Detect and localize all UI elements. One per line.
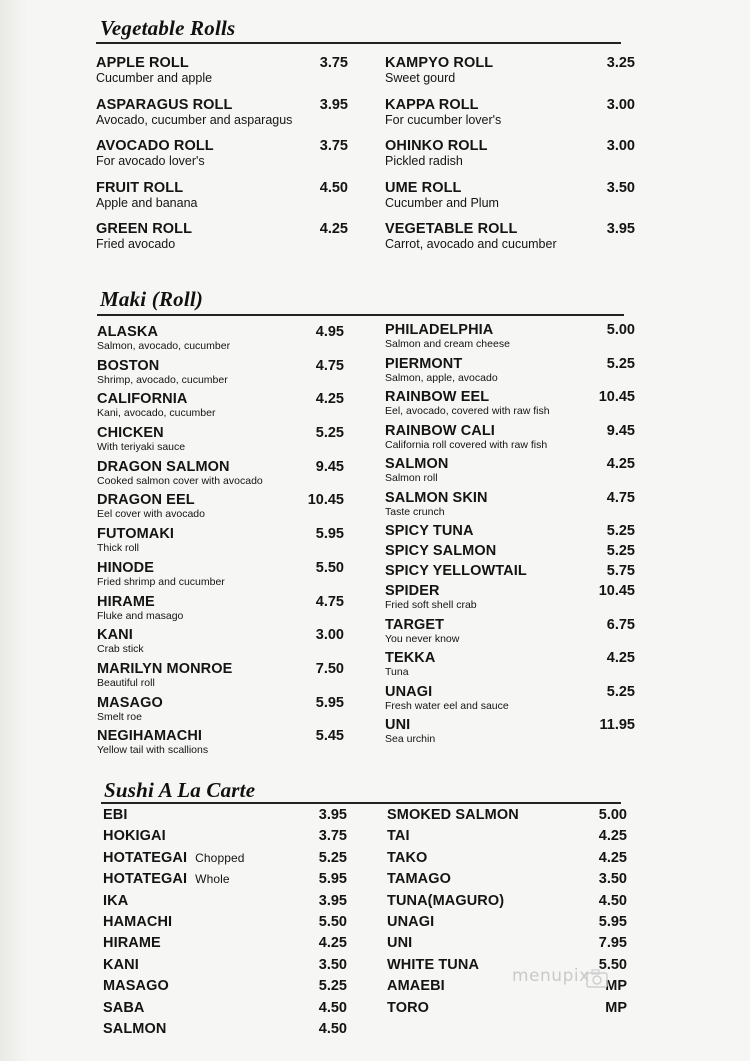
- item-price: 3.75: [318, 828, 347, 845]
- menu-item-marilyn-monroe: [97, 661, 347, 695]
- item-description: You never know: [385, 632, 460, 645]
- item-name: SALMON SKIN: [385, 489, 488, 506]
- menu-item-rainbow-cali: [385, 423, 635, 457]
- item-price: 5.25: [606, 543, 635, 559]
- item-price: 4.50: [318, 1020, 347, 1037]
- sushi-item-tai: [387, 827, 630, 848]
- item-price: 5.25: [318, 978, 347, 995]
- menu-item-avocado-roll: [96, 138, 348, 180]
- item-name: HOTATEGAI: [103, 849, 188, 866]
- item-name: DRAGON EEL: [97, 492, 195, 509]
- item-price: 3.75: [319, 138, 348, 154]
- item-name: PHILADELPHIA: [385, 322, 494, 338]
- menu-item-kani: [97, 627, 347, 661]
- item-price: 5.50: [598, 956, 627, 973]
- item-name: TAMAGO: [387, 871, 451, 888]
- item-name: EBI: [103, 807, 128, 823]
- item-price: 4.25: [598, 828, 627, 845]
- item-price: 11.95: [599, 717, 635, 733]
- item-description: Cucumber and Plum: [385, 195, 499, 210]
- section-rule-maki: [97, 314, 624, 316]
- item-name-wrap: [103, 806, 349, 824]
- item-name: UNI: [385, 717, 411, 733]
- item-name-wrap: [387, 870, 630, 888]
- menu-item-ohinko-roll: [385, 138, 637, 180]
- item-name-wrap: [103, 849, 349, 867]
- item-description: Fresh water eel and sauce: [385, 699, 509, 712]
- item-description: Carrot, avocado and cucumber: [385, 237, 557, 251]
- sushi-item-ebi: [103, 806, 349, 827]
- item-description: For avocado lover's: [96, 154, 205, 168]
- item-price: 10.45: [598, 583, 635, 599]
- item-name: HOKIGAI: [103, 828, 166, 845]
- item-name: AMAEBI: [387, 978, 445, 995]
- item-name: HOTATEGAI: [103, 871, 188, 888]
- item-name: GREEN ROLL: [96, 221, 193, 237]
- item-price: 5.95: [598, 913, 627, 930]
- item-description: Beautiful roll: [97, 676, 155, 689]
- item-price: 5.25: [318, 849, 347, 866]
- sushi-item-tako: [387, 849, 630, 870]
- item-name: TAKO: [387, 849, 428, 866]
- item-price: 5.00: [598, 807, 627, 823]
- item-description: With teriyaki sauce: [97, 441, 186, 454]
- item-name-wrap: [387, 892, 630, 910]
- item-price: 4.25: [606, 650, 635, 666]
- item-name-wrap: [387, 999, 630, 1017]
- item-name: KAMPYO ROLL: [385, 55, 494, 71]
- item-price: 5.25: [606, 355, 635, 372]
- item-name: KANI: [103, 956, 139, 973]
- item-note: Whole: [195, 872, 230, 887]
- item-description: Shrimp, avocado, cucumber: [97, 373, 228, 386]
- item-description: Tuna: [385, 666, 409, 678]
- item-price: 4.75: [606, 489, 635, 506]
- sushi-item-saba: [103, 999, 349, 1020]
- menu-item-apple-roll: [96, 55, 348, 97]
- sushi-item-tamago: [387, 870, 630, 891]
- menu-item-salmon: [385, 456, 635, 490]
- item-name: UNI: [387, 935, 413, 952]
- item-price: 7.50: [315, 660, 344, 677]
- item-name-wrap: [103, 892, 349, 910]
- item-price: 3.95: [318, 807, 347, 823]
- item-price: 4.25: [606, 456, 635, 472]
- item-description: Salmon roll: [385, 472, 438, 484]
- item-price: 3.95: [606, 221, 635, 237]
- sushi-item-unagi: [387, 913, 630, 934]
- menu-item-chicken: [97, 425, 347, 459]
- item-name-wrap: [103, 1020, 349, 1038]
- item-name: MASAGO: [103, 978, 169, 995]
- menu-item-futomaki: [97, 526, 347, 560]
- maki-left-column: [97, 324, 347, 762]
- section-title-vegetable-rolls: Vegetable Rolls: [100, 16, 236, 40]
- item-price: 5.25: [606, 523, 635, 539]
- item-name: NEGIHAMACHI: [97, 728, 203, 745]
- item-price: 3.50: [318, 956, 347, 973]
- item-name-wrap: [387, 827, 630, 845]
- item-price: 3.25: [606, 55, 635, 71]
- item-name: CALIFORNIA: [97, 391, 188, 408]
- menu-item-spicy-tuna: [385, 523, 635, 543]
- menu-item-spicy-salmon: [385, 543, 635, 563]
- item-price: 3.75: [319, 55, 348, 71]
- item-name: SABA: [103, 999, 145, 1016]
- item-description: Fried soft shell crab: [385, 599, 477, 611]
- item-description: Yellow tail with scallions: [97, 744, 209, 757]
- item-description: Fried shrimp and cucumber: [97, 575, 225, 588]
- item-price: 7.95: [598, 935, 627, 952]
- sushi-item-kani: [103, 956, 349, 977]
- sushi-item-hotategai-whole: [103, 870, 349, 891]
- menu-item-spicy-yellowtail: [385, 563, 635, 583]
- menu-item-tekka: [385, 650, 635, 684]
- item-price: 4.50: [319, 179, 348, 196]
- item-description: Apple and banana: [96, 195, 198, 210]
- section-rule-sushi: [101, 802, 621, 804]
- item-name-wrap: [387, 934, 630, 952]
- item-price: 3.00: [315, 627, 344, 644]
- item-price: 4.75: [315, 593, 344, 610]
- item-name: FRUIT ROLL: [96, 179, 184, 196]
- item-description: Fried avocado: [96, 237, 176, 251]
- item-name: KANI: [97, 627, 133, 644]
- item-name: HIRAME: [97, 593, 155, 610]
- item-name: ASPARAGUS ROLL: [96, 96, 233, 113]
- sushi-item-hirame: [103, 934, 349, 955]
- menu-item-spider: [385, 583, 635, 617]
- item-name: SPICY YELLOWTAIL: [385, 563, 527, 579]
- item-price: 10.45: [307, 492, 344, 509]
- item-name: APPLE ROLL: [96, 55, 189, 71]
- item-name: RAINBOW CALI: [385, 422, 495, 439]
- item-name: TUNA(MAGURO): [387, 892, 505, 909]
- menu-item-hirame: [97, 594, 347, 628]
- menu-item-kappa-roll: [385, 97, 637, 139]
- item-name: FUTOMAKI: [97, 526, 175, 543]
- item-name: SPIDER: [385, 583, 440, 599]
- item-name: HIRAME: [103, 935, 161, 952]
- item-name-wrap: [387, 913, 630, 931]
- item-price: 4.75: [315, 357, 344, 374]
- menu-item-rainbow-eel: [385, 389, 635, 423]
- maki-right-column: [385, 322, 635, 751]
- item-price: MP: [605, 999, 627, 1016]
- item-name: SALMON: [385, 456, 449, 472]
- camera-icon: [586, 968, 608, 988]
- item-price: 3.00: [606, 138, 635, 154]
- item-description: Eel cover with avocado: [97, 508, 205, 521]
- item-description: Crab stick: [97, 643, 144, 656]
- item-name-wrap: [103, 913, 349, 931]
- item-name: BOSTON: [97, 357, 160, 374]
- menu-item-philadelphia: [385, 322, 635, 356]
- item-price: 5.95: [315, 694, 344, 711]
- item-name-wrap: [387, 849, 630, 867]
- section-rule-vegetable: [96, 42, 621, 44]
- item-name-wrap: [103, 827, 349, 845]
- item-price: 5.95: [318, 871, 347, 888]
- item-name-wrap: [387, 806, 630, 824]
- menu-item-masago: [97, 695, 347, 729]
- item-name: UME ROLL: [385, 179, 462, 196]
- item-name: SMOKED SALMON: [387, 807, 519, 823]
- item-description: Thick roll: [97, 542, 140, 555]
- menu-item-kampyo-roll: [385, 55, 637, 97]
- item-price: 4.50: [318, 999, 347, 1016]
- item-description: Avocado, cucumber and asparagus: [96, 112, 293, 127]
- item-price: 3.00: [606, 96, 635, 113]
- item-price: 3.50: [606, 179, 635, 196]
- item-name: SPICY SALMON: [385, 543, 497, 559]
- menu-item-unagi: [385, 684, 635, 718]
- item-price: 5.00: [606, 322, 635, 338]
- item-name: AVOCADO ROLL: [96, 138, 214, 154]
- item-name: HINODE: [97, 559, 154, 576]
- item-price: 4.25: [319, 221, 348, 237]
- item-name-wrap: [103, 870, 349, 888]
- sushi-item-ika: [103, 892, 349, 913]
- item-description: Pickled radish: [385, 154, 463, 168]
- item-name: VEGETABLE ROLL: [385, 221, 518, 237]
- item-name: TORO: [387, 999, 430, 1016]
- item-price: 5.50: [318, 913, 347, 930]
- menu-item-target: [385, 617, 635, 651]
- item-price: 5.95: [315, 526, 344, 543]
- sushi-item-hotategai-chopped: [103, 849, 349, 870]
- vegetable-rolls-right-column: [385, 55, 637, 263]
- menu-item-boston: [97, 358, 347, 392]
- menu-item-california: [97, 391, 347, 425]
- item-description: Kani, avocado, cucumber: [97, 407, 216, 420]
- item-description: Salmon and cream cheese: [385, 338, 510, 350]
- item-name: HAMACHI: [103, 913, 173, 930]
- menupix-watermark: menupix: [512, 966, 590, 986]
- menu-item-dragon-eel: [97, 492, 347, 526]
- menu-item-ume-roll: [385, 180, 637, 222]
- menu-item-asparagus-roll: [96, 97, 348, 139]
- item-name: IKA: [103, 892, 129, 909]
- sushi-item-hamachi: [103, 913, 349, 934]
- menu-item-green-roll: [96, 221, 348, 263]
- item-price: 5.25: [606, 683, 635, 700]
- sushi-item-masago: [103, 977, 349, 998]
- item-name: SALMON: [103, 1020, 167, 1037]
- item-price: 5.25: [315, 425, 344, 442]
- sushi-item-salmon: [103, 1020, 349, 1041]
- item-price: 4.25: [315, 391, 344, 408]
- item-name: ALASKA: [97, 324, 159, 340]
- vegetable-rolls-left-column: [96, 55, 348, 263]
- item-name-wrap: [103, 977, 349, 995]
- menu-item-piermont: [385, 356, 635, 390]
- sushi-item-hokigai: [103, 827, 349, 848]
- item-description: Salmon, apple, avocado: [385, 371, 498, 384]
- menu-item-salmon-skin: [385, 490, 635, 524]
- sushi-item-tuna-maguro: [387, 892, 630, 913]
- item-description: Taste crunch: [385, 505, 445, 518]
- item-name: OHINKO ROLL: [385, 138, 488, 154]
- item-name: TEKKA: [385, 650, 436, 666]
- item-price: 3.50: [598, 871, 627, 888]
- item-price: 3.95: [319, 96, 348, 113]
- item-name: TARGET: [385, 616, 445, 633]
- sushi-item-uni: [387, 934, 630, 955]
- section-title-maki-roll: Maki (Roll): [100, 287, 204, 311]
- item-name: KAPPA ROLL: [385, 96, 479, 113]
- item-note: Chopped: [195, 850, 245, 865]
- item-name: SPICY TUNA: [385, 523, 474, 539]
- item-name: CHICKEN: [97, 425, 164, 442]
- item-name-wrap: [103, 999, 349, 1017]
- item-name: UNAGI: [385, 683, 433, 700]
- item-price: 4.25: [318, 935, 347, 952]
- item-description: Fluke and masago: [97, 609, 184, 622]
- menu-item-alaska: [97, 324, 347, 358]
- item-description: Salmon, avocado, cucumber: [97, 340, 231, 352]
- item-name: WHITE TUNA: [387, 956, 480, 973]
- sushi-item-toro: [387, 999, 630, 1020]
- item-price: 5.50: [315, 559, 344, 576]
- item-name: MASAGO: [97, 694, 163, 711]
- item-price: 4.95: [315, 324, 344, 340]
- item-description: Sea urchin: [385, 733, 436, 745]
- item-price: 6.75: [606, 616, 635, 633]
- item-name: MARILYN MONROE: [97, 660, 233, 677]
- item-name: UNAGI: [387, 913, 435, 930]
- paper-edge-shadow: [0, 0, 28, 1061]
- item-price: 4.25: [598, 849, 627, 866]
- item-description: Cucumber and apple: [96, 71, 213, 85]
- item-price: 10.45: [598, 389, 635, 405]
- item-name: RAINBOW EEL: [385, 389, 490, 405]
- item-price: 4.50: [598, 892, 627, 909]
- sushi-item-smoked-salmon: [387, 806, 630, 827]
- item-description: Smelt roe: [97, 710, 142, 723]
- sushi-left-column: [103, 806, 349, 1041]
- item-description: Sweet gourd: [385, 71, 456, 85]
- item-description: California roll covered with raw fish: [385, 438, 548, 451]
- item-description: Cooked salmon cover with avocado: [97, 474, 263, 487]
- item-name-wrap: [103, 934, 349, 952]
- menu-item-negihamachi: [97, 728, 347, 762]
- item-price: MP: [605, 978, 627, 995]
- item-price: 3.95: [318, 892, 347, 909]
- item-description: For cucumber lover's: [385, 112, 502, 127]
- menu-item-uni: [385, 717, 635, 751]
- menu-item-dragon-salmon: [97, 459, 347, 493]
- item-name-wrap: [103, 956, 349, 974]
- item-name: PIERMONT: [385, 355, 463, 372]
- item-price: 9.45: [606, 422, 635, 439]
- item-price: 5.45: [315, 728, 344, 745]
- item-price: 5.75: [606, 563, 635, 579]
- menu-item-hinode: [97, 560, 347, 594]
- section-title-sushi-a-la-carte: Sushi A La Carte: [104, 778, 256, 802]
- item-name: DRAGON SALMON: [97, 458, 230, 475]
- menu-item-fruit-roll: [96, 180, 348, 222]
- item-description: Eel, avocado, covered with raw fish: [385, 405, 550, 417]
- menu-item-vegetable-roll: [385, 221, 637, 263]
- item-name: TAI: [387, 828, 410, 845]
- item-price: 9.45: [315, 458, 344, 475]
